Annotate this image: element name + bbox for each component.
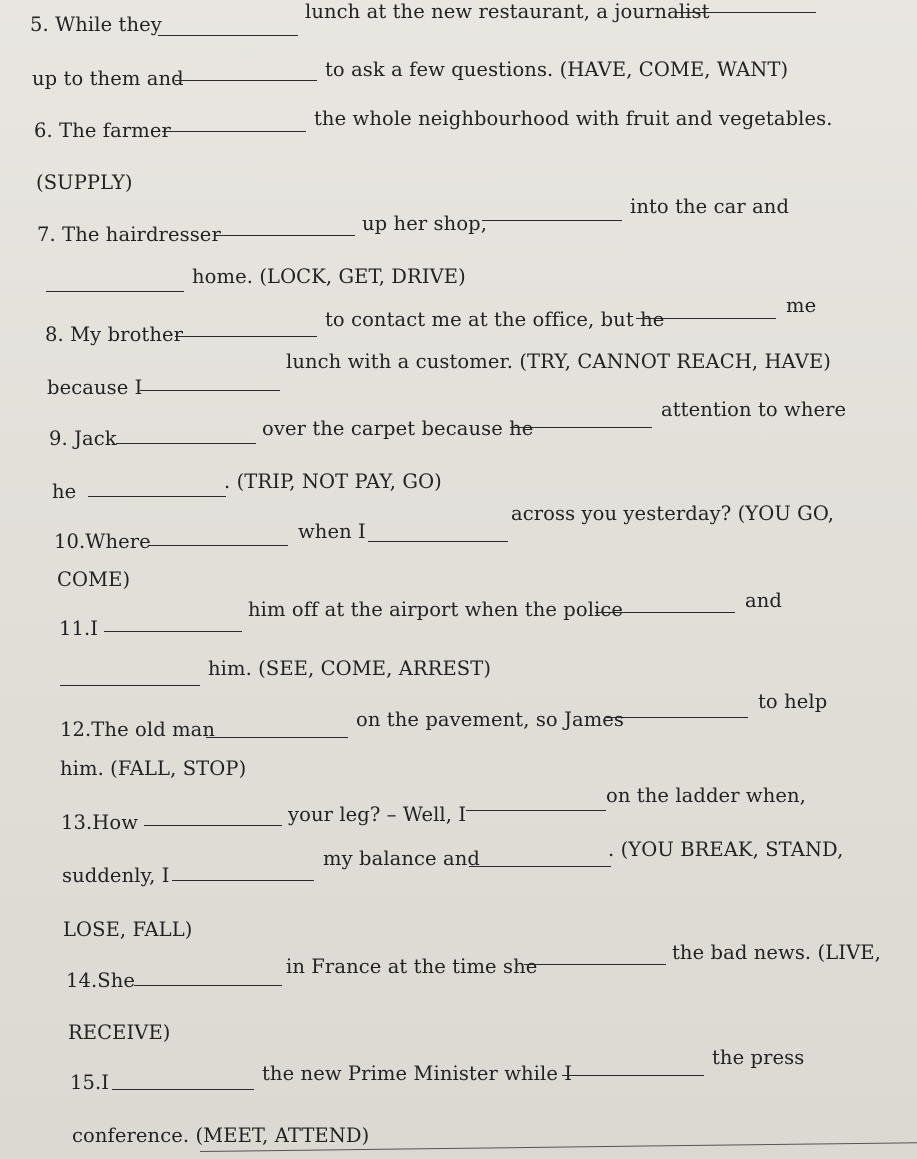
- text-fragment: 6. The farmer: [34, 119, 171, 142]
- answer-blank[interactable]: [368, 541, 508, 542]
- answer-blank[interactable]: [469, 866, 611, 867]
- text-fragment: to contact me at the office, but he: [325, 308, 665, 331]
- answer-blank[interactable]: [562, 1075, 704, 1076]
- answer-blank[interactable]: [148, 545, 288, 546]
- text-fragment: up her shop,: [362, 212, 488, 235]
- text-fragment: on the pavement, so James: [356, 708, 625, 731]
- answer-blank[interactable]: [215, 235, 355, 236]
- text-fragment: he: [52, 480, 77, 503]
- text-fragment: 14.She: [66, 969, 136, 992]
- answer-blank[interactable]: [46, 291, 184, 292]
- text-fragment: in France at the time she: [286, 955, 538, 978]
- text-fragment: attention to where: [661, 398, 847, 421]
- answer-blank[interactable]: [60, 685, 200, 686]
- answer-blank[interactable]: [175, 336, 317, 337]
- text-fragment: lunch with a customer. (TRY, CANNOT REACH, HAVE): [286, 350, 831, 373]
- text-fragment: conference. (MEET, ATTEND): [72, 1124, 370, 1147]
- text-fragment: (SUPPLY): [36, 171, 133, 194]
- text-fragment: on the ladder when,: [606, 784, 806, 807]
- text-fragment: 12.The old man: [60, 718, 216, 741]
- text-fragment: him. (SEE, COME, ARREST): [208, 657, 492, 680]
- text-fragment: 10.Where: [54, 530, 151, 553]
- text-fragment: because I: [47, 376, 143, 399]
- text-fragment: up to them and: [32, 67, 184, 90]
- text-fragment: my balance and: [323, 847, 480, 870]
- text-fragment: over the carpet because he: [262, 417, 534, 440]
- text-fragment: into the car and: [630, 195, 790, 218]
- text-fragment: across you yesterday? (YOU GO,: [511, 502, 835, 525]
- text-fragment: suddenly, I: [62, 864, 170, 887]
- text-fragment: the press: [712, 1046, 805, 1069]
- text-fragment: RECEIVE): [68, 1021, 171, 1044]
- text-fragment: to help: [758, 690, 828, 713]
- text-fragment: the bad news. (LIVE,: [672, 941, 881, 964]
- answer-blank[interactable]: [524, 964, 666, 965]
- text-fragment: lunch at the new restaurant, a journalist: [305, 0, 710, 23]
- text-fragment: . (TRIP, NOT PAY, GO): [224, 470, 442, 493]
- text-fragment: him. (FALL, STOP): [60, 757, 247, 780]
- text-fragment: . (YOU BREAK, STAND,: [608, 838, 844, 861]
- text-fragment: him off at the airport when the police: [248, 598, 624, 621]
- answer-blank[interactable]: [158, 35, 298, 36]
- answer-blank[interactable]: [466, 810, 606, 811]
- text-fragment: the whole neighbourhood with fruit and vegetables.: [314, 107, 833, 130]
- answer-blank[interactable]: [595, 612, 735, 613]
- text-fragment: 5. While they: [30, 13, 162, 36]
- answer-blank[interactable]: [636, 318, 776, 319]
- text-fragment: and: [745, 589, 782, 612]
- answer-blank[interactable]: [112, 1089, 254, 1090]
- answer-blank[interactable]: [206, 737, 348, 738]
- text-fragment: when I: [298, 520, 366, 543]
- answer-blank[interactable]: [116, 443, 256, 444]
- text-fragment: LOSE, FALL): [63, 918, 193, 941]
- answer-blank[interactable]: [510, 427, 652, 428]
- text-fragment: 7. The hairdresser: [37, 223, 221, 246]
- text-fragment: 8. My brother: [45, 323, 184, 346]
- text-fragment: 11.I: [59, 617, 99, 640]
- answer-blank[interactable]: [162, 131, 306, 132]
- text-fragment: home. (LOCK, GET, DRIVE): [192, 265, 466, 288]
- answer-blank[interactable]: [482, 220, 622, 221]
- text-fragment: 9. Jack: [49, 427, 117, 450]
- answer-blank[interactable]: [134, 985, 282, 986]
- text-fragment: the new Prime Minister while I: [262, 1062, 573, 1085]
- answer-blank[interactable]: [104, 631, 242, 632]
- answer-blank[interactable]: [676, 12, 816, 13]
- text-fragment: COME): [57, 568, 131, 591]
- text-fragment: to ask a few questions. (HAVE, COME, WANT): [325, 58, 789, 81]
- answer-blank[interactable]: [88, 496, 226, 497]
- text-fragment: me: [786, 294, 817, 317]
- answer-blank[interactable]: [606, 717, 748, 718]
- answer-blank[interactable]: [140, 390, 280, 391]
- text-fragment: 13.How: [61, 811, 139, 834]
- answer-blank[interactable]: [172, 880, 314, 881]
- answer-blank[interactable]: [144, 825, 282, 826]
- text-fragment: your leg? – Well, I: [288, 803, 467, 826]
- answer-blank[interactable]: [175, 80, 317, 81]
- text-fragment: 15.I: [70, 1071, 110, 1094]
